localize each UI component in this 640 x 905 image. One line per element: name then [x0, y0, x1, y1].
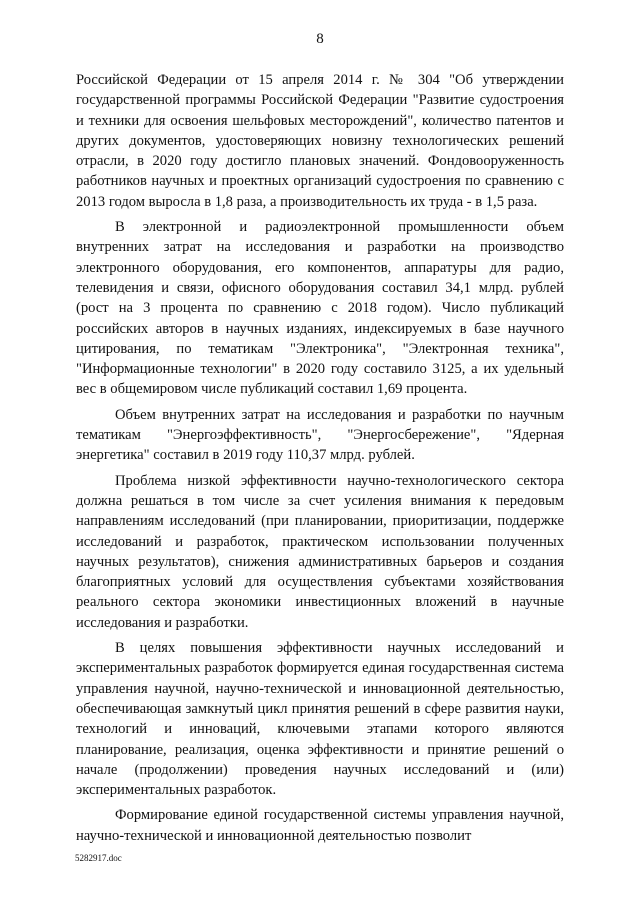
paragraph: В электронной и радиоэлектронной промышленности объем внутренних затрат на исследования и разработки на производство электронного оборудования, его компонентов, аппаратуры для радио, телевидения и связи, офисного оборудования составил 34,1 млрд. рублей (рост на 3 процента по сравнению с 2018 годом). Число публикаций российских авторов в научных изданиях, индексируемых в базе научного цитирования, по тематикам "Электроника", "Электронная техника", "Информационные технологии" в 2020 году составило 3125, а их удельный вес в общемировом числе публикаций составил 1,69 процента. [76, 219, 564, 398]
paragraph: Формирование единой государственной системы управления научной, научно-технической и инновационной деятельностью позволит [76, 807, 564, 844]
paragraph: Российской Федерации от 15 апреля 2014 г. № 304 "Об утверждении государственной программы Российской Федерации "Развитие судостроения и техники для освоения шельфовых месторождений", количество патентов и других документов, удостоверяющих новизну технологических решений отрасли, в 2020 году достигло плановых значений. Фондовооруженность работников научных и проектных организаций судостроения по сравнению с 2013 годом выросла в 1,8 раза, а производительность их труда - в 1,5 раза. [76, 72, 564, 210]
paragraph: Объем внутренних затрат на исследования и разработки по научным тематикам "Энергоэффективность", "Энергосбережение", "Ядерная энергетика" составил в 2019 году 110,37 млрд. рублей. [76, 406, 564, 464]
paragraph: Проблема низкой эффективности научно-технологического сектора должна решаться в том числе за счет усиления внимания к передовым направлениям исследований (при планировании, приоритизации, поддержке исследований и разработок, практическом использовании полученных научных результатов), снижения административных барьеров и создания благоприятных условий для осуществления субъектами хозяйствования реального сектора экономики инвестиционных вложений в научные исследования и разработки. [76, 472, 564, 631]
paragraph: В целях повышения эффективности научных исследований и экспериментальных разработок формируется единая государственная система управления научной, научно-технической и инновационной деятельностью, обеспечивающая замкнутый цикл принятия решений в сфере развития науки, технологий и инноваций, ключевыми этапами которого являются планирование, реализация, оценка эффективности и принятие решений о начале (продолжении) проведения научных исследований и (или) экспериментальных разработок. [76, 640, 564, 799]
page-number: 8 [316, 31, 324, 47]
footer-filename: 5282917.doc [75, 853, 122, 863]
document-body [76, 70, 564, 846]
